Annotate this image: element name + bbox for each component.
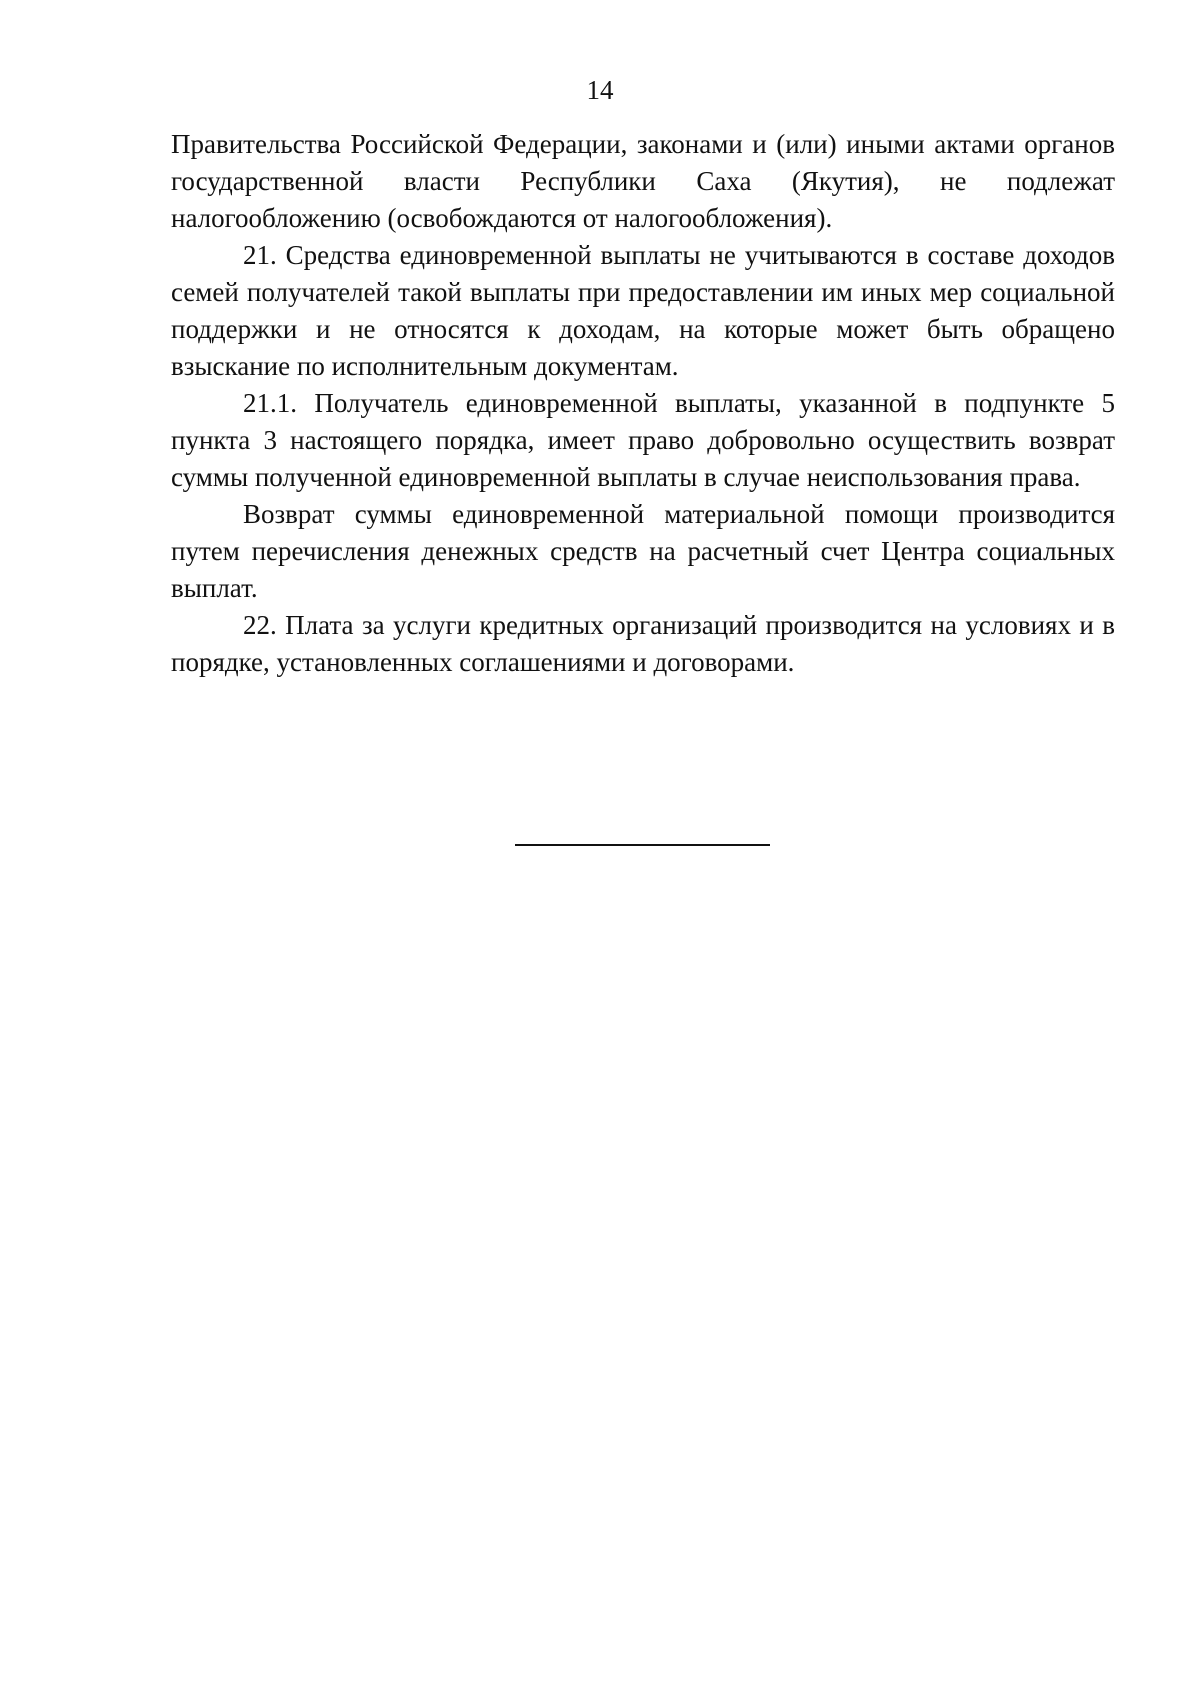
paragraph-22: 22. Плата за услуги кредитных организаций производится на условиях и в порядке, установленных соглашениями и договорами.: [171, 610, 1115, 677]
document-body: [171, 126, 1115, 681]
paragraph-21: 21. Средства единовременной выплаты не учитываются в составе доходов семей получателей такой выплаты при предоставлении им иных мер социальной поддержки и не относятся к доходам, на которые может быть обращено взыскание по исполнительным документам.: [171, 240, 1115, 381]
paragraph-21-1: 21.1. Получатель единовременной выплаты, указанной в подпункте 5 пункта 3 настоящего порядка, имеет право добровольно осуществить возврат суммы полученной единовременной выплаты в случае неиспользования права.: [171, 388, 1115, 492]
paragraph-refund: Возврат суммы единовременной материальной помощи производится путем перечисления денежных средств на расчетный счет Центра социальных выплат.: [171, 499, 1115, 603]
paragraph-continuation: Правительства Российской Федерации, законами и (или) иными актами органов государственной власти Республики Саха (Якутия), не подлежат налогообложению (освобождаются от налогообложения).: [171, 129, 1115, 233]
page-number: 14: [586, 75, 614, 105]
end-of-document-divider: [515, 844, 770, 846]
